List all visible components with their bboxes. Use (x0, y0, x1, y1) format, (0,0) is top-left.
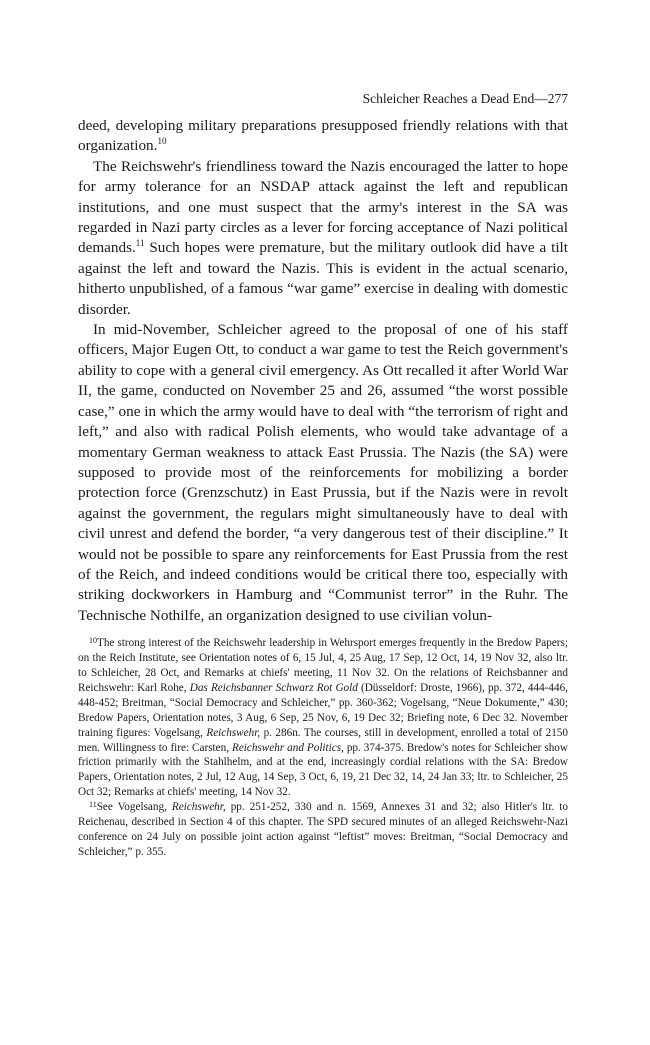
book-page (78, 90, 568, 860)
footnote-11-title-1: Reichswehr, (171, 801, 226, 814)
note-ref-10[interactable]: 10 (157, 136, 167, 147)
footnote-11-text-1: See Vogelsang, (96, 801, 172, 814)
paragraph-3 (78, 320, 568, 626)
note-ref-11[interactable]: 11 (135, 238, 145, 249)
footnote-10-text-2: (Düsseldorf: Droste, 1966), pp. 372, 444-446, 448-452; Breitman, “Social Democracy and Schleicher,” pp. 360-362; Vogelsang, “Neue Dokumente,” 430; Bredow Papers, Orientation notes, 3 Aug, 6 Sep, 25 Nov, 6, 19 Dec 32; Briefing note, 6 Dec 32. November training figures: Vogelsang, (78, 681, 568, 739)
body-text (78, 116, 568, 626)
footnote-10-number: 10 (89, 636, 97, 646)
paragraph-2-text-after: Such hopes were premature, but the military outlook did have a tilt against the left and toward the Nazis. This is evident in the actual scenario, hitherto unpublished, of a famous “war game” exercise in dealing with domestic disorder. (78, 239, 568, 318)
footnote-10-title-1: Das Reichsbanner Schwarz Rot Gold (189, 681, 358, 694)
paragraph-1-text: deed, developing military preparations presupposed friendly relations with that organization. (78, 117, 568, 155)
footnote-10 (78, 636, 568, 800)
footnote-10-title-3: Reichswehr and Politics, (231, 741, 344, 754)
footnote-11-text-2: pp. 251-252, 330 and n. 1569, Annexes 31 and 32; also Hitler's ltr. to Reichenau, described in Section 4 of this chapter. The SPD secured minutes of an alleged Reichswehr-Nazi conference on 24 July on possible joint action against “leftist” moves: Breitman, “Social Democracy and Schleicher,” p. 355. (78, 801, 568, 858)
footnote-11-number: 11 (89, 800, 97, 810)
footnote-10-title-2: Reichswehr, (206, 726, 261, 739)
running-head: Schleicher Reaches a Dead End—277 (362, 91, 568, 106)
footnotes (78, 636, 568, 860)
footnote-10-text-3: p. 286n. The courses, still in development, enrolled a total of 2150 men. Willingness to fire: Carsten, (78, 726, 568, 754)
footnote-10-text-4: pp. 374-375. Bredow's notes for Schleicher show friction primarily with the Stahlhelm, and at the end, increasingly cordial relations with the SA: Bredow Papers, Orientation notes, 2 Jul, 12 Aug, 14 Sep, 3 Oct, 6, 19, 21 Dec 32, 14, 24 Jan 33; ltr. to Schleicher, 25 Oct 32; Remarks at chiefs' meeting, 14 Nov 32. (78, 741, 568, 799)
paragraph-2-text-before: The Reichswehr's friendliness toward the Nazis encouraged the latter to hope for army tolerance for an NSDAP attack against the left and republican institutions, and one must suspect that the army's interest in the SA was regarded in Nazi party circles as a lever for forcing acceptance of Nazi political demands. (78, 157, 568, 257)
paragraph-1 (78, 116, 568, 157)
footnote-11 (78, 800, 568, 860)
paragraph-2 (78, 157, 568, 320)
paragraph-3-text: In mid-November, Schleicher agreed to the proposal of one of his staff officers, Major Eugen Ott, to conduct a war game to test the Reich government's ability to cope with a general civil emergency. As Ott recalled it after World War II, the game, conducted on November 25 and 26, assumed “the worst possible case,” one in which the army would have to deal with “the terrorism of right and left,” and also with radical Polish elements, who would take advantage of a momentary German weakness to attack East Prussia. The Nazis (the SA) were supposed to provide most of the reinforcements for mobilizing a border protection force (Grenzschutz) in East Prussia, but if the Nazis were in revolt against the government, the regulars might simultaneously have to deal with civil unrest and defend the border, “a very dangerous test of their discipline.” It would not be possible to spare any reinforcements for East Prussia from the rest of the Reich, and indeed conditions would be critical there too, especially with striking dockworkers in Hamburg and “Communist terror” in the Ruhr. The Technische Nothilfe, an organization designed to use civilian volun- (78, 321, 568, 624)
footnote-10-text-1: The strong interest of the Reichswehr leadership in Wehrsport emerges frequently in the Bredow Papers; on the Reich Institute, see Orientation notes of 6, 15 Jul, 4, 25 Aug, 17 Sep, 12 Oct, 14, 19 Nov 32, also ltr. to Schleicher, 28 Oct, and Remarks at chiefs' meeting, 11 Nov 32. On the relations of Reichsbanner and Reichswehr: Karl Rohe, (78, 637, 568, 694)
